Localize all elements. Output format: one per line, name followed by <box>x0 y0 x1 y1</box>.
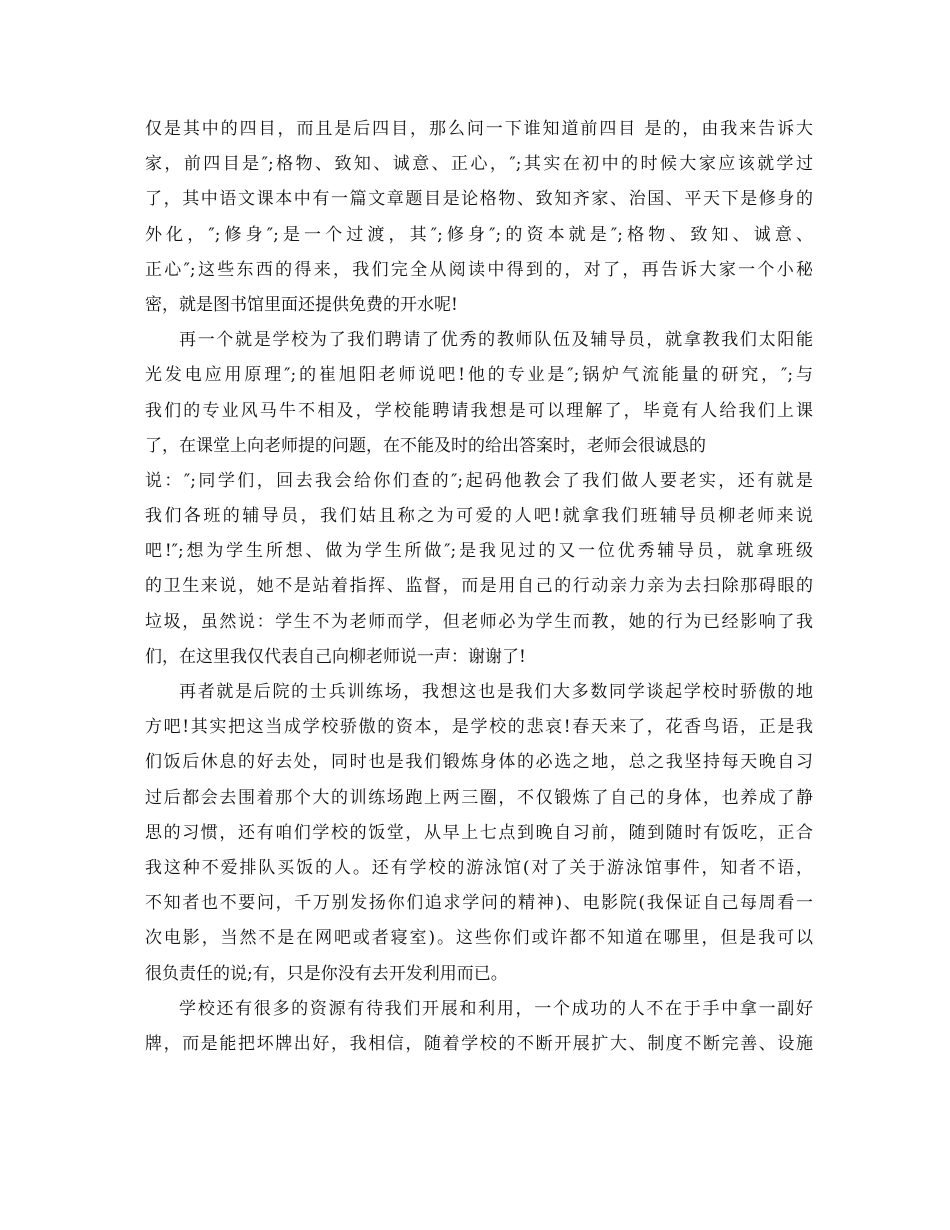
text-line: 说：″;同学们，回去我会给你们查的″;起码他教会了我们做人要老实，还有就是 <box>145 470 813 491</box>
text-line: 光发电应用原理″;的崔旭阳老师说吧!他的专业是″;锅炉气流能量的研究，″;与 <box>145 365 813 386</box>
text-line: 垃圾，虽然说：学生不为老师而学，但老师必为学生而教，她的行为已经影响了我 <box>145 611 813 632</box>
text-line: 我们的专业风马牛不相及，学校能聘请我想是可以理解了，毕竟有人给我们上课 <box>145 400 813 421</box>
text-line: 仅是其中的四目，而且是后四目，那么问一下谁知道前四目 是的，由我来告诉大 <box>145 119 813 139</box>
text-line: 我们各班的辅导员，我们姑且称之为可爱的人吧!就拿我们班辅导员柳老师来说 <box>145 506 813 527</box>
document-body <box>145 112 813 1062</box>
text-line: 外化，″;修身″;是一个过渡，其″;修身″;的资本就是″;格物、致知、诚意、 <box>145 224 813 245</box>
paragraph-first-line: 再者就是后院的士兵训练场，我想这也是我们大多数同学谈起学校时骄傲的地 <box>179 682 813 702</box>
text-line: 牌，而是能把坏牌出好，我相信，随着学校的不断开展扩大、制度不断完善、设施 <box>145 1033 813 1054</box>
text-line: 方吧!其实把这当成学校骄傲的资本，是学校的悲哀!春天来了，花香鸟语，正是我 <box>145 717 813 738</box>
text-line: 吧!″;想为学生所想、做为学生所做″;是我见过的又一位优秀辅导员，就拿班级 <box>145 541 813 562</box>
text-line: 的卫生来说，她不是站着指挥、监督，而是用自己的行动亲力亲为去扫除那碍眼的 <box>145 576 813 597</box>
text-line: 很负责任的说;有，只是你没有去开发利用而已。 <box>145 963 508 984</box>
paragraph-first-line: 学校还有很多的资源有待我们开展和利用，一个成功的人不在于手中拿一副好 <box>179 998 813 1019</box>
text-line: 们，在这里我仅代表自己向柳老师说一声：谢谢了! <box>145 646 526 667</box>
text-line: 思的习惯，还有咱们学校的饭堂，从早上七点到晚自习前，随到随时有饭吃，正合 <box>145 822 813 843</box>
text-line: 过后都会去围着那个大的训练场跑上两三圈，不仅锻炼了自己的身体，也养成了静 <box>145 787 813 808</box>
text-line: 家，前四目是″;格物、致知、诚意、正心，″;其实在初中的时候大家应该就学过 <box>145 154 813 175</box>
text-line: 密，就是图书馆里面还提供免费的开水呢! <box>145 294 458 315</box>
text-line: 了，其中语文课本中有一篇文章题目是论格物、致知齐家、治国、平天下是修身的 <box>145 189 813 210</box>
text-line: 次电影，当然不是在网吧或者寝室)。这些你们或许都不知道在哪里，但是我可以 <box>145 928 813 949</box>
text-line: 不知者也不要问，千万别发扬你们追求学问的精神)、电影院(我保证自己每周看一 <box>145 893 813 914</box>
text-line: 我这种不爱排队买饭的人。还有学校的游泳馆(对了关于游泳馆事件，知者不语， <box>145 857 813 878</box>
paragraph-first-line: 再一个就是学校为了我们聘请了优秀的教师队伍及辅导员，就拿教我们太阳能 <box>179 330 813 351</box>
text-line: 了，在课堂上向老师提的问题，在不能及时的给出答案时，老师会很诚恳的 <box>145 435 706 456</box>
text-line: 们饭后休息的好去处，同时也是我们锻炼身体的必选之地，总之我坚持每天晚自习 <box>145 752 813 773</box>
text-line: 正心″;这些东西的得来，我们完全从阅读中得到的，对了，再告诉大家一个小秘 <box>145 259 813 280</box>
